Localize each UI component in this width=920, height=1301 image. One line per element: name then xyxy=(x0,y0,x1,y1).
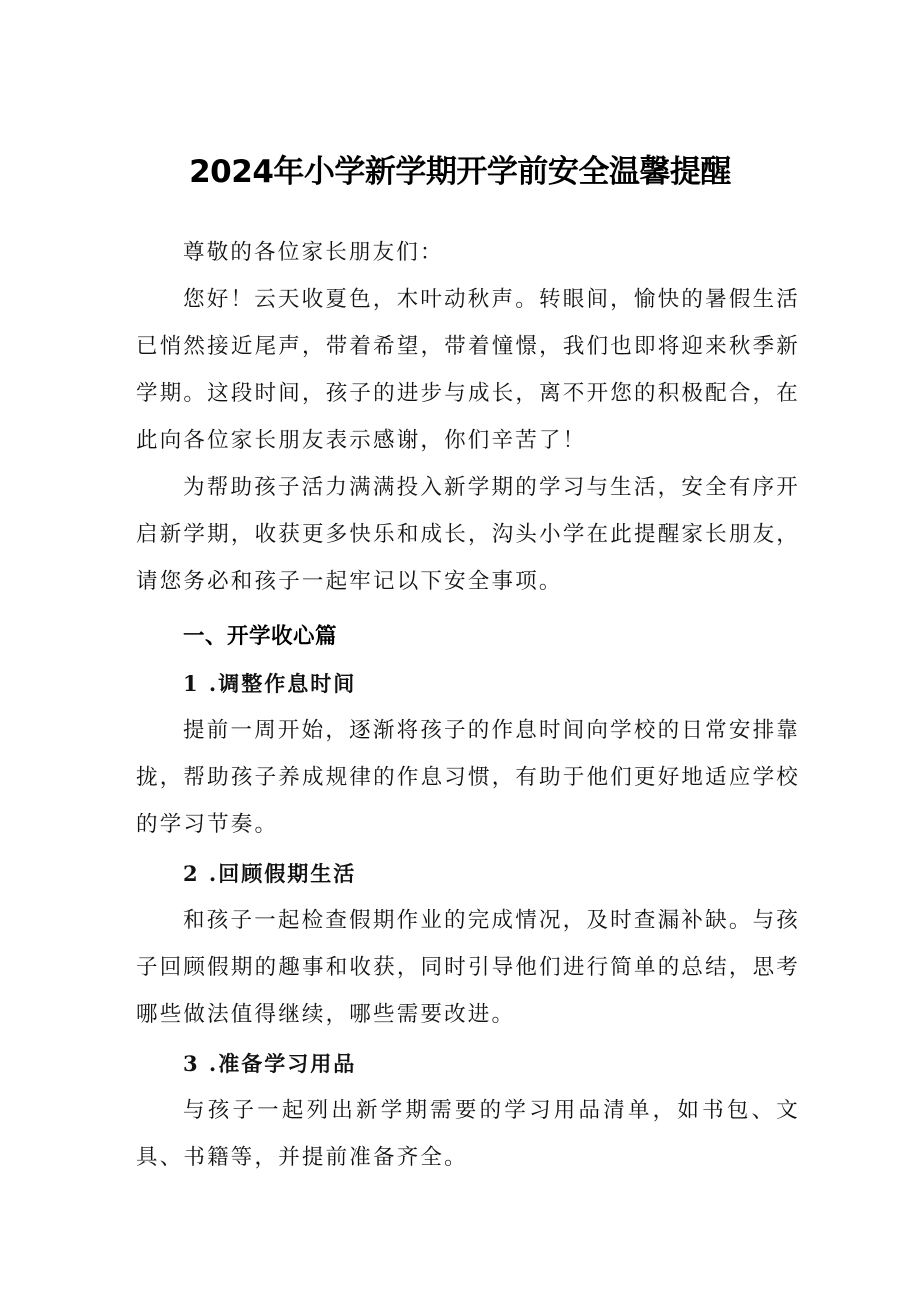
item-title-2: 2 .回顾假期生活 xyxy=(183,861,357,886)
item-content-3: 与孩子一起列出新学期需要的学习用品清单，如书包、文具、书籍等，并提前准备齐全。 xyxy=(136,1098,800,1170)
item-title-1: 1 .调整作息时间 xyxy=(183,671,357,696)
intro-paragraph-2: 为帮助孩子活力满满投入新学期的学习与生活，安全有序开启新学期，收获更多快乐和成长，沟头小学在此提醒家长朋友，请您务必和孩子一起牢记以下安全事项。 xyxy=(136,475,800,594)
item-title-3: 3 .准备学习用品 xyxy=(183,1051,357,1076)
intro-paragraph-1: 您好！云天收夏色，木叶动秋声。转眼间，愉快的暑假生活已悄然接近尾声，带着希望，带着憧憬，我们也即将迎来秋季新学期。这段时间，孩子的进步与成长，离不开您的积极配合，在此向各位家长朋友表示感谢，你们辛苦了！ xyxy=(136,287,800,453)
section-heading: 一、开学收心篇 xyxy=(183,624,338,649)
greeting: 尊敬的各位家长朋友们： xyxy=(183,240,444,265)
item-content-2: 和孩子一起检查假期作业的完成情况，及时查漏补缺。与孩子回顾假期的趣事和收获，同时引导他们进行简单的总结，思考哪些做法值得继续，哪些需要改进。 xyxy=(136,908,800,1027)
item-content-1: 提前一周开始，逐渐将孩子的作息时间向学校的日常安排靠拢，帮助孩子养成规律的作息习惯，有助于他们更好地适应学校的学习节奏。 xyxy=(136,718,800,837)
document-title: 2024年小学新学期开学前安全温馨提醒 xyxy=(189,154,731,190)
